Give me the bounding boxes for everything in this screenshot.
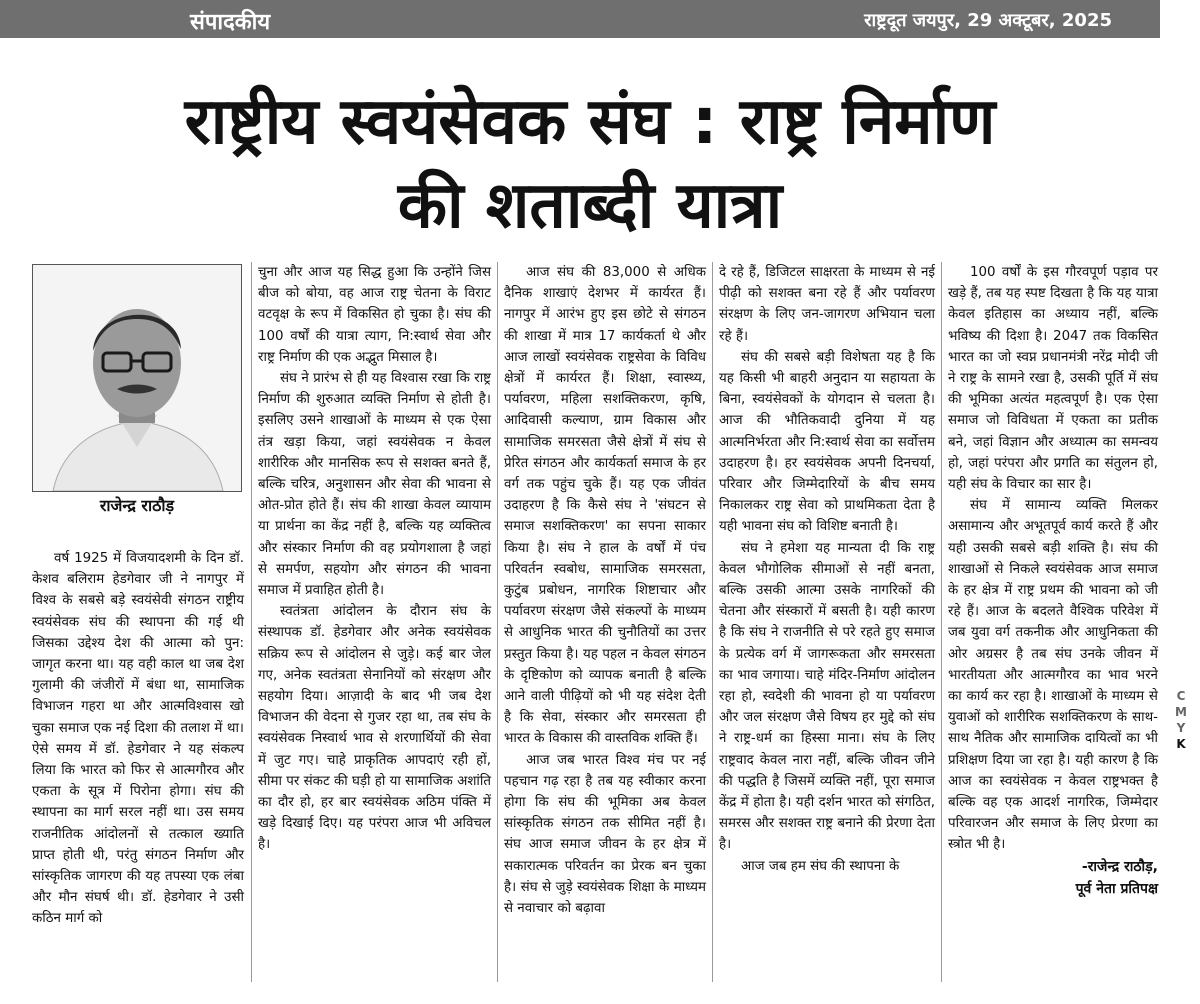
cmyk-k: K [1176,737,1186,751]
section-label: संपादकीय [190,10,271,35]
paragraph: चुना और आज यह सिद्ध हुआ कि उन्होंने जिस बीज को बोया, वह आज राष्ट्र चेतना के विराट वटवृक्ष के रूप में विकसित हो चुका है। संघ की 100 वर्षों की यात्रा त्याग, नि:स्वार्थ सेवा और राष्ट्र निर्माण की एक अद्भुत मिसाल है। [258,265,491,365]
article-column-2 [258,262,491,856]
column-rule [497,262,498,982]
cmyk-c: C [1176,689,1186,703]
portrait-illustration [33,265,241,491]
article-column-3 [504,262,706,919]
column-rule [712,262,713,982]
author-photo [32,264,242,492]
author-caption: राजेन्द्र राठौड़ [99,496,175,515]
paragraph: वर्ष 1925 में विजयादशमी के दिन डॉ. केशव बलिराम हेडगेवार जी ने नागपुर में विश्व के सबसे बड़े स्वयंसेवी संगठन राष्ट्रीय स्वयंसेवक संघ की स्थापना की गई थी जिसका उद्देश्य देश की आत्मा को पुन: जागृत करना था। यह वही काल था जब देश गुलामी की जंजीरों में बंधा था, सामाजिक विभाजन गहरा था और आत्मविश्वास खो चुका समाज एक नई दिशा की तलाश में था। ऐसे समय में डॉ. हेडगेवार ने यह संकल्प लिया कि भारत को फिर से आत्मगौरव और एकता के सूत्र में पिरोना होगा। संघ की स्थापना का मार्ग सरल नहीं था। उस समय राजनीतिक आंदोलनों से तत्काल ख्याति प्राप्त होती थी, परंतु संगठन निर्माण और सांस्कृतिक जागरण की यह तपस्या एक लंबा और मौन संघर्ष थी। डॉ. हेडगेवार ने उसी कठिन मार्ग को [32,551,244,927]
paragraph: दे रहे हैं, डिजिटल साक्षरता के माध्यम से नई पीढ़ी को सशक्त बना रहे हैं और पर्यावरण संरक्षण के लिए जन-जागरण अभियान चला रहे हैं। [719,265,935,344]
paragraph: संघ ने प्रारंभ से ही यह विश्वास रखा कि राष्ट्र निर्माण की शुरुआत व्यक्ति निर्माण से होती है। इसलिए उसने शाखाओं के माध्यम से एक ऐसा तंत्र खड़ा किया, जहां स्वयंसेवक न केवल शारीरिक और मानसिक रूप से सशक्त बनते हैं, बल्कि चरित्र, अनुशासन और सेवा की भावना से ओत-प्रोत होते हैं। संघ की शाखा केवल व्यायाम या प्रार्थना का केंद्र नहीं है, बल्कि यह व्यक्तित्व और संस्कार निर्माण की वह प्रयोगशाला है जहां से समर्पण, सहयोग और संगठन की भावना समाज में प्रवाहित होती है। [258,371,491,599]
dateline: राष्ट्रदूत जयपुर, 29 अक्टूबर, 2025 [864,10,1112,31]
headline-line-2: की शताब्दी यात्रा [397,169,783,243]
article-column-4 [719,262,935,877]
paragraph: 100 वर्षों के इस गौरवपूर्ण पड़ाव पर खड़े हैं, तब यह स्पष्ट दिखता है कि यह यात्रा केवल इतिहास का अध्याय नहीं, बल्कि भविष्य की दिशा है। 2047 तक विकसित भारत का जो स्वप्न प्रधानमंत्री नरेंद्र मोदी जी ने राष्ट्र के सामने रखा है, उसकी पूर्ति में संघ की भूमिका अत्यंत महत्वपूर्ण है। एक ऐसा समाज जो विविधता में एकता का प्रतीक बने, जहां विज्ञान और अध्यात्म का समन्वय हो, जहां परंपरा और प्रगति का संतुलन हो, यही संघ के विचार का सार है। [948,265,1158,493]
headline [30,80,1150,248]
paragraph: आज जब भारत विश्व मंच पर नई पहचान गढ़ रहा है तब यह स्वीकार करना होगा कि संघ की भूमिका अब केवल सांस्कृतिक संगठन तक सीमित नहीं है। संघ आज समाज जीवन के हर क्षेत्र में सकारात्मक परिवर्तन का प्रेरक बन चुका है। संघ से जुड़े स्वयंसेवक शिक्षा के माध्यम से नवाचार को बढ़ावा [504,752,706,917]
article-column-1 [32,548,244,930]
signature-name: -राजेन्द्र राठौड़, [1081,858,1158,875]
paragraph: आज जब हम संघ की स्थापना के [741,858,900,874]
header-bar [0,0,1160,38]
paragraph: संघ में सामान्य व्यक्ति मिलकर असामान्य और अभूतपूर्व कार्य करते हैं और यही उसकी सबसे बड़ी शक्ति है। संघ की शाखाओं से निकले स्वयंसेवक आज समाज के हर क्षेत्र में राष्ट्र प्रथम की भावना को जी रहे हैं। आज के बदलते वैश्विक परिवेश में जब युवा वर्ग तकनीक और आधुनिकता की ओर अग्रसर है तब संघ उनके जीवन में भारतीयता और आत्मगौरव का भाव भरने का कार्य कर रहा है। शाखाओं के माध्यम से युवाओं को शारीरिक सशक्तिकरण के साथ-साथ नैतिक और सामाजिक दायित्वों का भी प्रशिक्षण दिया जा रहा है। यही कारण है कि आज का स्वयंसेवक न केवल राष्ट्रभक्त है बल्कि वह एक आदर्श नागरिक, जिम्मेदार परिवारजन और समाज के लिए प्रेरणा का स्त्रोत भी है। [948,498,1158,853]
column-rule [941,262,942,982]
column-rule [251,262,252,982]
paragraph: स्वतंत्रता आंदोलन के दौरान संघ के संस्थापक डॉ. हेडगेवार और अनेक स्वयंसेवक सक्रिय रूप से आंदोलन से जुड़े। कई बार जेल गए, अनेक स्वतंत्रता सेनानियों को संरक्षण और सहयोग दिया। आज़ादी के बाद भी जब देश विभाजन की वेदना से गुजर रहा था, तब संघ के स्वयंसेवक निस्वार्थ भाव से शरणार्थियों की सेवा में जुट गए। चाहे प्राकृतिक आपदाएं रही हों, सीमा पर संकट की घड़ी हो या सामाजिक अशांति का दौर हो, हर बार स्वयंसेवक अठिम पंक्ति में खड़े दिखाई दिए। यह परंपरा आज भी अविचल है। [258,604,491,853]
paragraph: आज संघ की 83,000 से अधिक दैनिक शाखाएं देशभर में कार्यरत हैं। नागपुर में आरंभ हुए इस छोटे से संगठन की शाखा में मात्र 17 कार्यकर्ता थे और आज लाखों स्वयंसेवक राष्ट्रसेवा के विविध क्षेत्रों में कार्यरत हैं। शिक्षा, स्वास्थ्य, पर्यावरण, महिला सशक्तिकरण, कृषि, आदिवासी कल्याण, ग्राम विकास और सामाजिक समरसता जैसे क्षेत्रों में संघ से प्रेरित संगठन और कार्यकर्ता समाज के हर वर्ग तक पहुंच चुके हैं। यह एक जीवंत उदाहरण है कि कैसे संघ ने 'संघटन से समाज सशक्तिकरण' का सपना साकार किया है। संघ ने हाल के वर्षों में पंच परिवर्तन स्वबोध, सामाजिक समरसता, कुटुंब प्रबोधन, नागरिक शिष्टाचार और पर्यावरण संरक्षण जैसे संकल्पों के माध्यम से आधुनिक भारत की चुनौतियों का उत्तर प्रस्तुत किया है। यह पहल न केवल संगठन के दृष्टिकोण को व्यापक बनाती है बल्कि आने वाली पीढ़ियों को भी यह संदेश देती है कि सेवा, संस्कार और समरसता ही भारत के विकास की वास्तविक शक्ति हैं। [504,265,706,747]
headline-line-1: राष्ट्रीय स्वयंसेवक संघ : राष्ट्र निर्माण [184,85,996,159]
color-registration-marks [1172,688,1190,752]
article-column-5 [948,262,1158,900]
signature-title: पूर्व नेता प्रतिपक्ष [1075,880,1158,897]
paragraph: संघ ने हमेशा यह मान्यता दी कि राष्ट्र केवल भौगोलिक सीमाओं से नहीं बनता, बल्कि उसकी आत्मा उसके नागरिकों की चेतना और संस्कारों में बसती है। यही कारण है कि संघ ने राजनीति से परे रहते हुए समाज के प्रत्येक वर्ग में जागरूकता और समरसता का भाव जगाया। चाहे मंदिर-निर्माण आंदोलन रहा हो, स्वदेशी की भावना हो या पर्यावरण और जल संरक्षण जैसे विषय हर मुद्दे को संघ ने राष्ट्र-धर्म का हिस्सा माना। संघ के लिए राष्ट्रवाद केवल नारा नहीं, बल्कि जीवन जीने की पद्धति है जिसमें व्यक्ति नहीं, पूरा समाज केंद्र में होता है। यही दर्शन भारत को संगठित, समरस और सशक्त राष्ट्र बनाने की प्रेरणा देता है। [719,540,935,853]
cmyk-y: Y [1176,721,1186,735]
paragraph: संघ की सबसे बड़ी विशेषता यह है कि यह किसी भी बाहरी अनुदान या सहायता के बिना, स्वयंसेवकों के योगदान से चलता है। आज की भौतिकवादी दुनिया में यह आत्मनिर्भरता और नि:स्वार्थ सेवा का सर्वोत्तम उदाहरण है। हर स्वयंसेवक अपनी दिनचर्या, परिवार और जिम्मेदारियों के बीच समय निकालकर राष्ट्र सेवा को प्राथमिकता देता है यही भावना संघ को विशिष्ट बनाती है। [719,349,935,535]
cmyk-m: M [1175,705,1187,719]
